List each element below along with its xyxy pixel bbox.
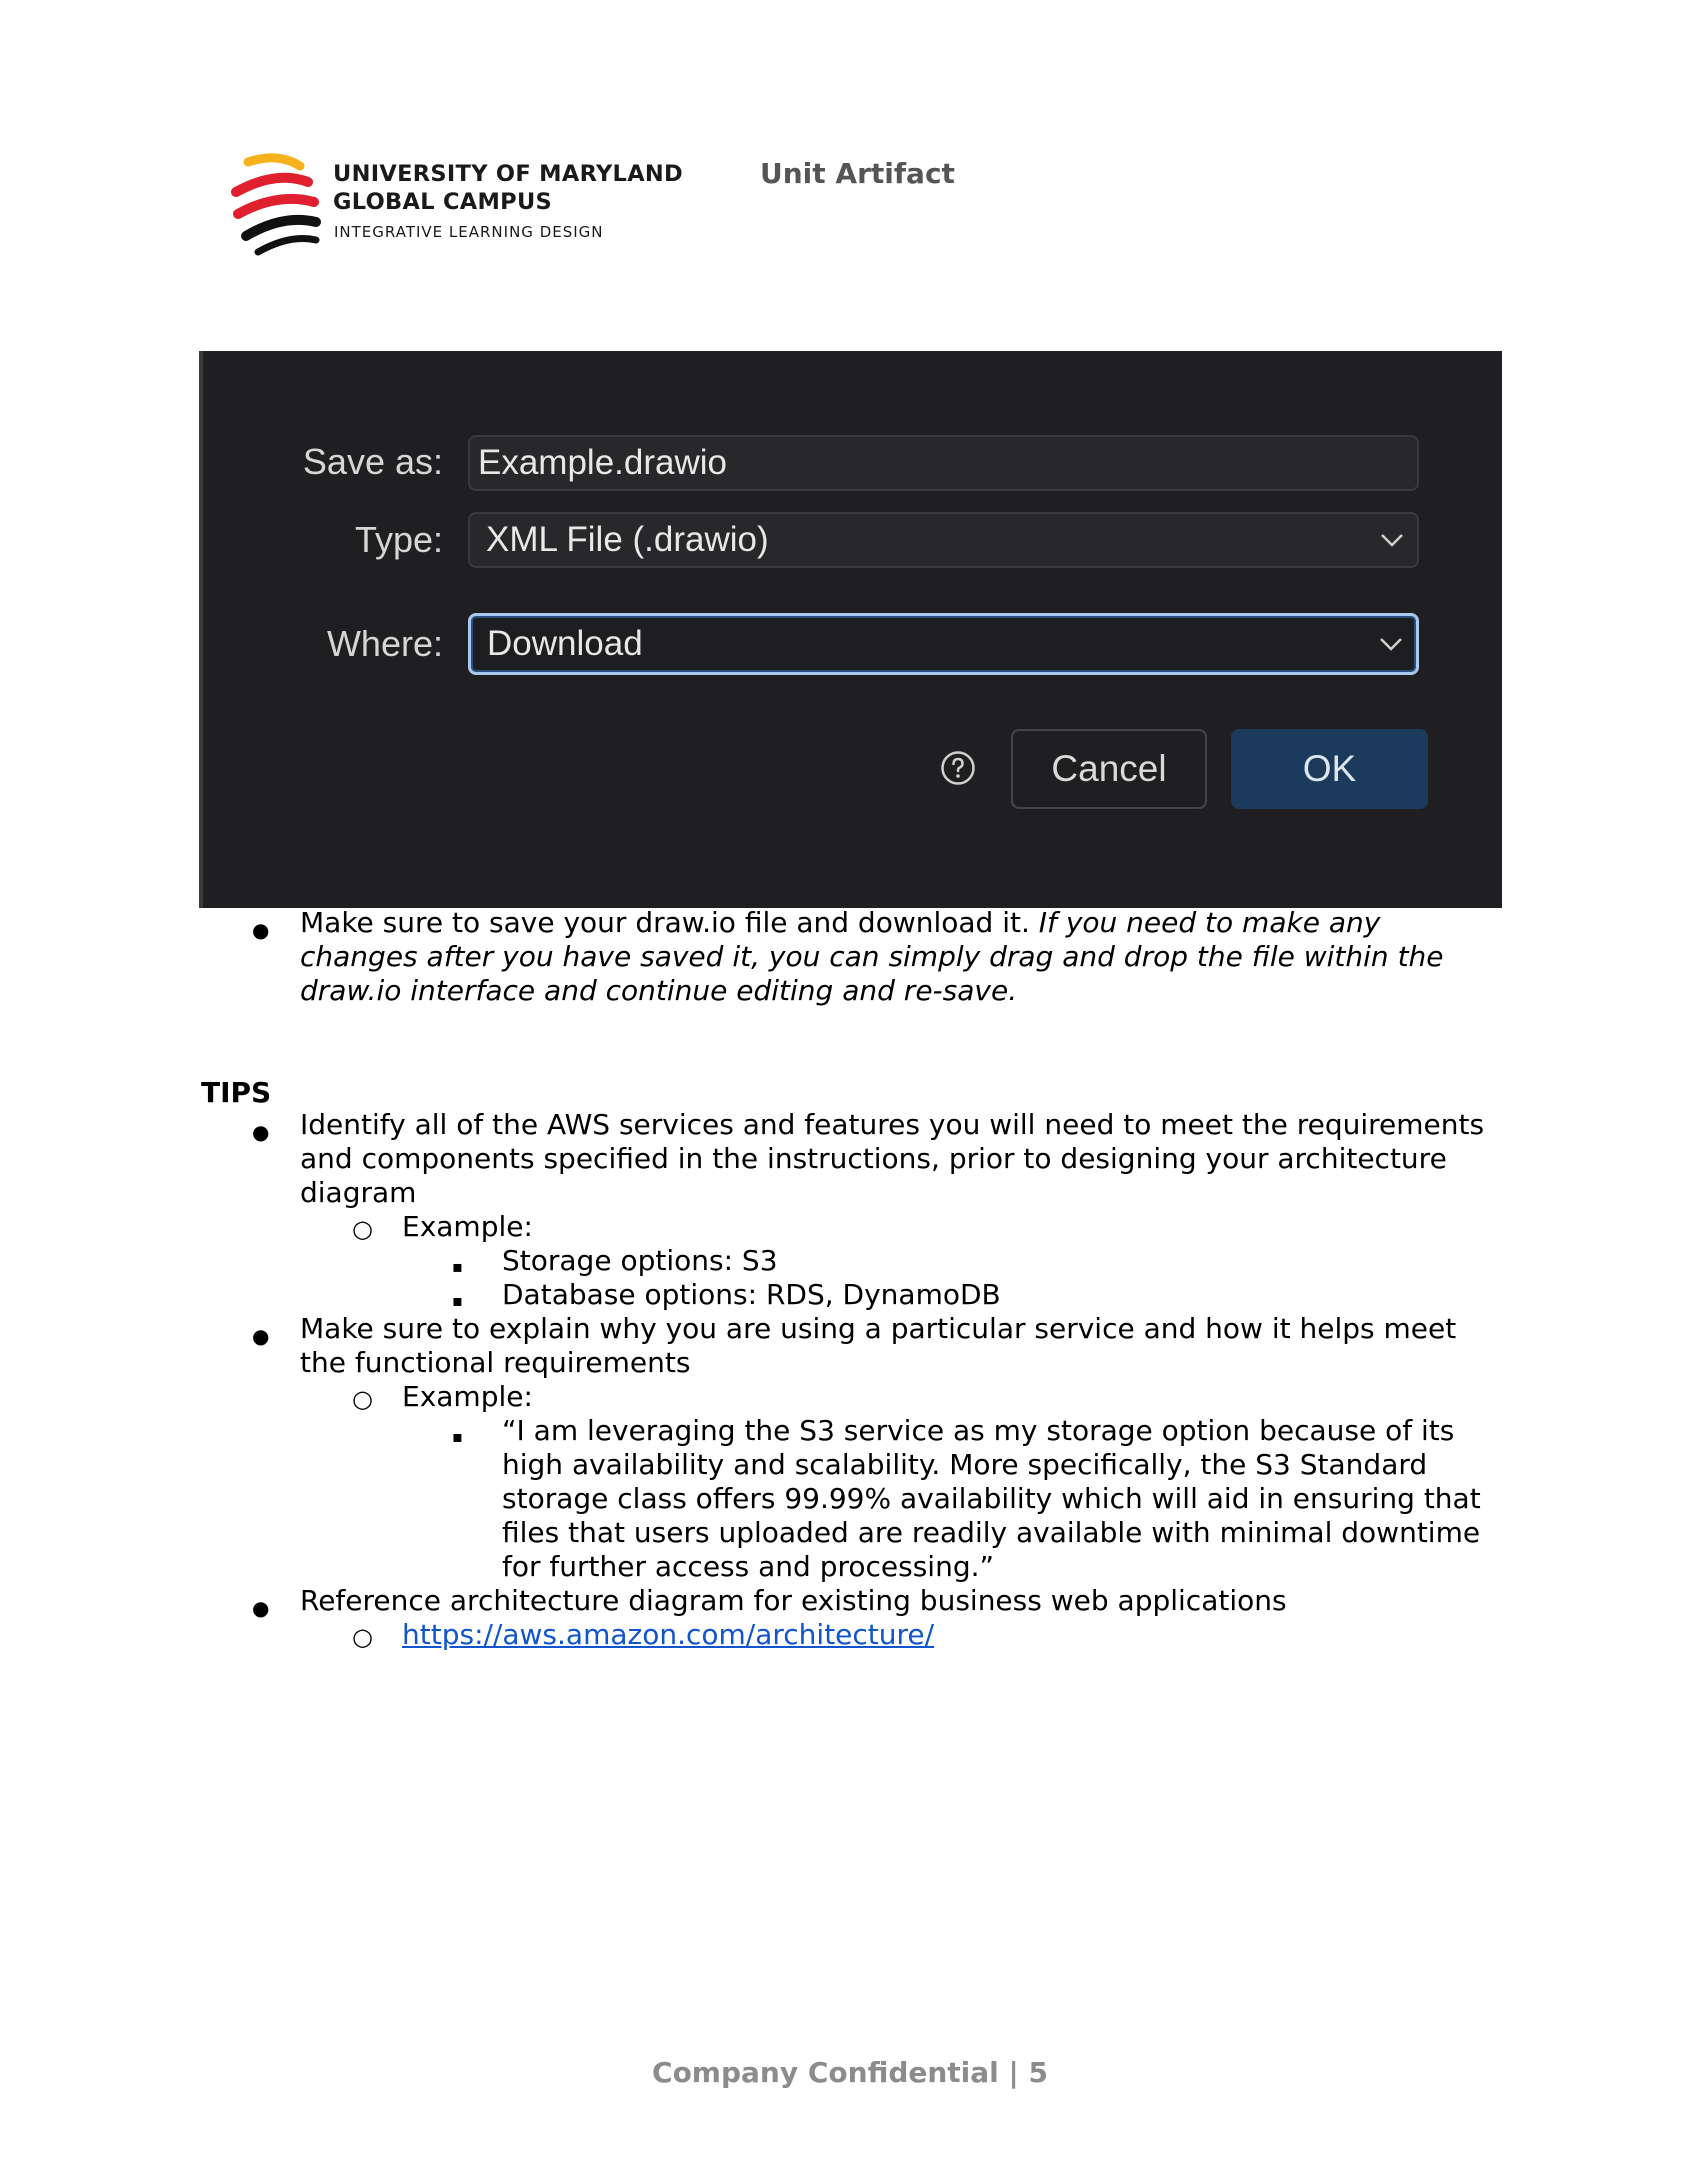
university-line-2: GLOBAL CAMPUS: [333, 189, 553, 215]
bullet-dot: ●: [252, 1324, 270, 1348]
sub-bullet-square: ▪: [452, 1427, 463, 1446]
tip-1-sub-2: Database options: RDS, DynamoDB: [502, 1278, 1001, 1311]
tip-2-quote-line-4: files that users uploaded are readily available with minimal downtime: [502, 1516, 1481, 1549]
question-circle-icon[interactable]: [940, 750, 976, 786]
tip-2-quote-line-2: high availability and scalability. More specifically, the S3 Standard: [502, 1448, 1428, 1481]
umgc-logo: [228, 152, 330, 256]
save-as-input[interactable]: [468, 435, 1419, 491]
type-value: XML File (.drawio): [486, 520, 769, 559]
ok-button[interactable]: OK: [1231, 729, 1428, 809]
university-line-1: UNIVERSITY OF MARYLAND: [333, 161, 684, 187]
sub-bullet-circle: ○: [352, 1215, 373, 1243]
sub-bullet-circle: ○: [352, 1385, 373, 1413]
tip-2-line-1: Make sure to explain why you are using a particular service and how it helps meet: [300, 1312, 1457, 1345]
save-dialog: [199, 351, 1502, 908]
intro-italic-text: If you need to make any: [1038, 906, 1381, 939]
tip-1-line-3: diagram: [300, 1176, 417, 1209]
cancel-button[interactable]: Cancel: [1011, 729, 1207, 809]
tip-2-quote-line-1: “I am leveraging the S3 service as my storage option because of its: [502, 1414, 1455, 1447]
tip-2-line-2: the functional requirements: [300, 1346, 691, 1379]
type-label: Type:: [354, 519, 443, 560]
page-footer: Company Confidential | 5: [652, 2056, 1048, 2089]
where-label: Where:: [326, 623, 443, 664]
where-select[interactable]: [468, 613, 1419, 675]
bullet-dot: ●: [252, 1596, 270, 1620]
tip-1-line-2: and components specified in the instructions, prior to designing your architecture: [300, 1142, 1447, 1175]
chevron-down-icon: [1378, 636, 1404, 652]
chevron-down-icon: [1379, 532, 1405, 548]
save-as-label: Save as:: [302, 441, 443, 482]
tip-1-line-1: Identify all of the AWS services and features you will need to meet the requirements: [300, 1108, 1485, 1141]
tip-3-line-1: Reference architecture diagram for existing business web applications: [300, 1584, 1287, 1617]
university-name: [333, 160, 683, 216]
save-as-value: Example.drawio: [478, 443, 727, 482]
bullet-dot: ●: [252, 918, 270, 942]
sub-bullet-square: ▪: [452, 1291, 463, 1310]
intro-line-2: changes after you have saved it, you can simply drag and drop the file within the: [300, 940, 1444, 973]
sub-bullet-circle: ○: [352, 1623, 373, 1651]
intro-line-3: draw.io interface and continue editing and re-save.: [300, 974, 1018, 1007]
type-select[interactable]: [468, 512, 1419, 568]
tip-1-sub-1: Storage options: S3: [502, 1244, 778, 1277]
tip-2-example: Example:: [402, 1380, 533, 1413]
sub-bullet-square: ▪: [452, 1257, 463, 1276]
tip-1-example: Example:: [402, 1210, 533, 1243]
department-name: INTEGRATIVE LEARNING DESIGN: [334, 223, 604, 241]
document-type-title: Unit Artifact: [760, 157, 955, 190]
intro-plain-text: Make sure to save your draw.io file and download it.: [300, 906, 1039, 939]
aws-architecture-link[interactable]: https://aws.amazon.com/architecture/: [402, 1618, 935, 1651]
tip-2-quote-line-3: storage class offers 99.99% availability which will aid in ensuring that: [502, 1482, 1481, 1515]
where-value: Download: [487, 624, 643, 663]
tip-2-quote-line-5: for further access and processing.”: [502, 1550, 995, 1583]
tips-heading: TIPS: [201, 1076, 272, 1109]
intro-line-1: [300, 906, 1380, 940]
bullet-dot: ●: [252, 1120, 270, 1144]
